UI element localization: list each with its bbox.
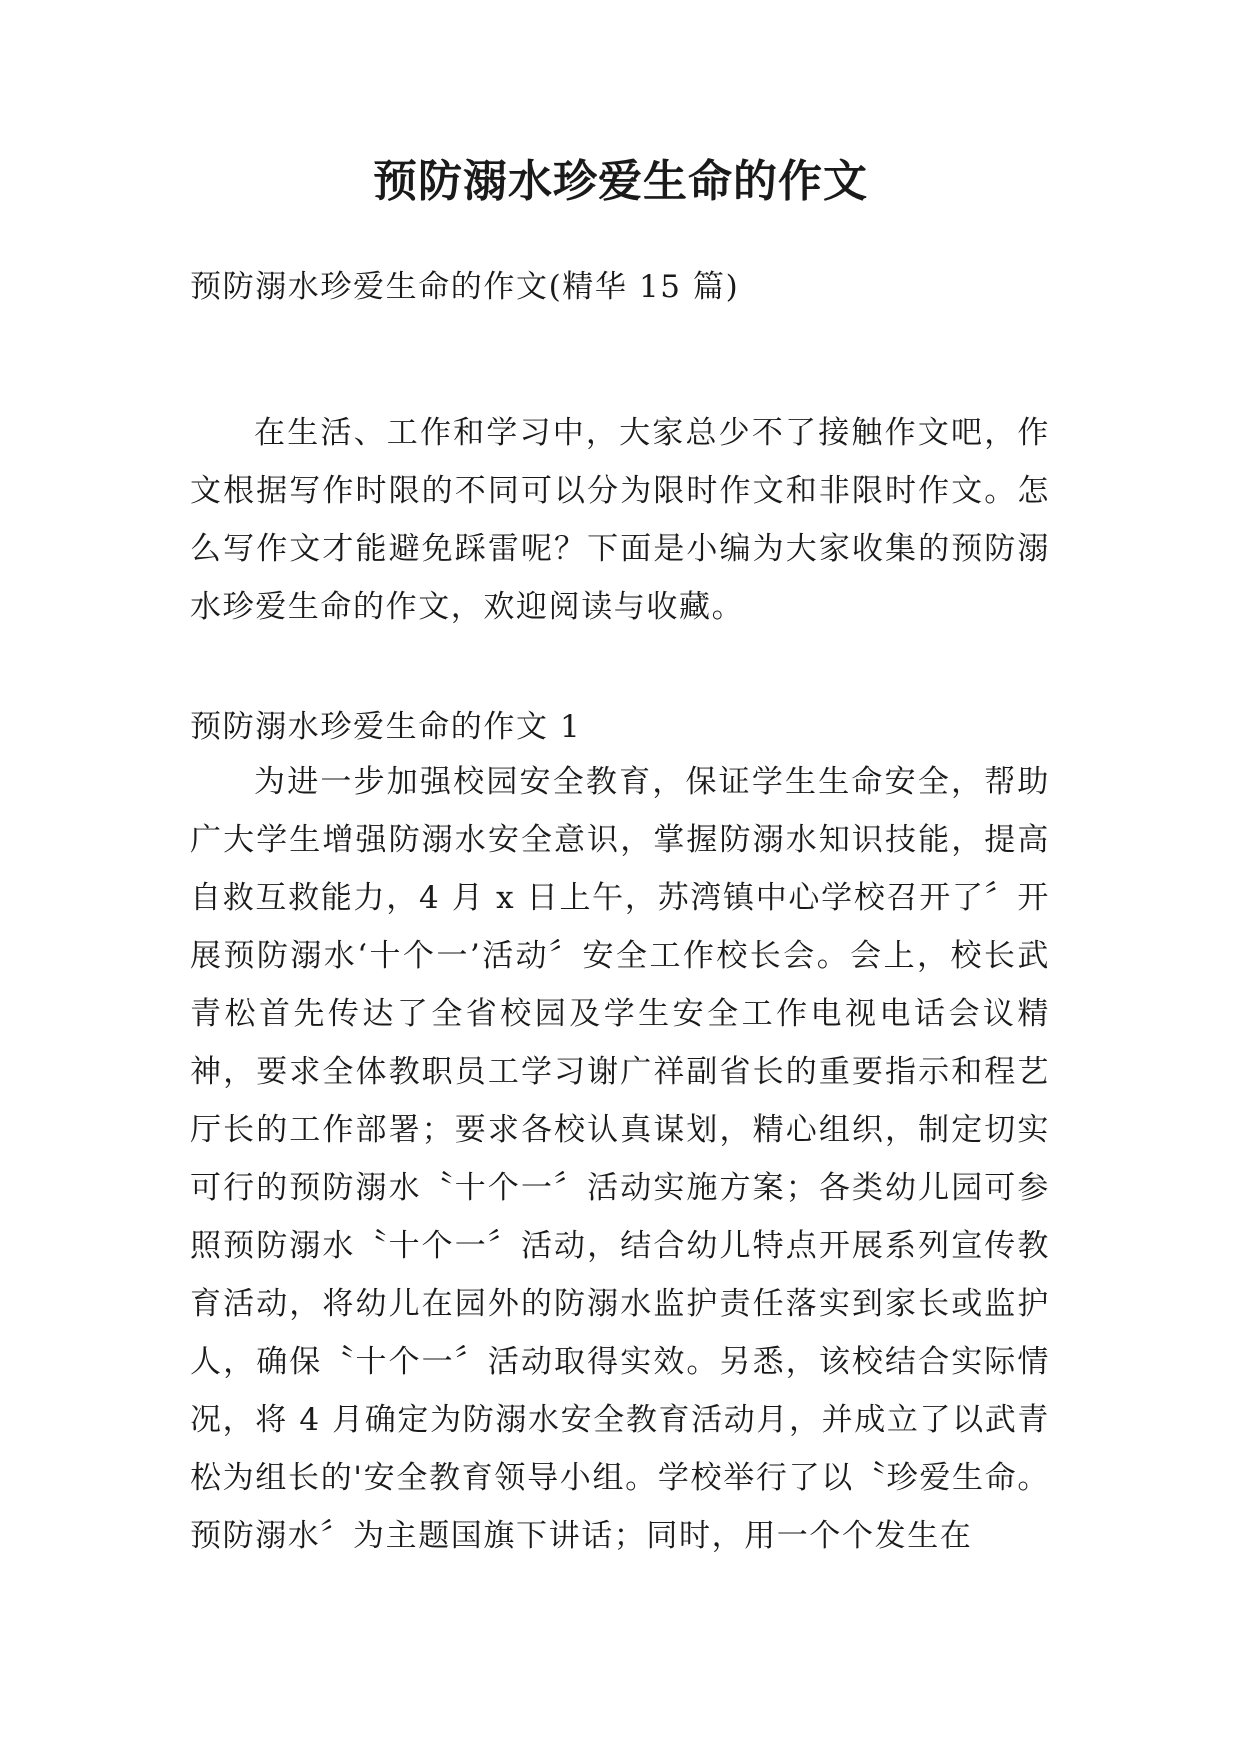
document-subtitle: 预防溺水珍爱生命的作文(精华 15 篇) <box>190 269 740 305</box>
section-paragraph: 为进一步加强校园安全教育，保证学生生命安全，帮助广大学生增强防溺水安全意识，掌握防溺水知识技能，提高自救互救能力，4 月 x 日上午，苏湾镇中心学校召开了〞开展预防溺水‘十个一’活动〞安全工作校长会。会上，校长武青松首先传达了全省校园及学生安全工作电视电话会议精神，要求全体教职员工学习谢广祥副省长的重要指示和程艺厅长的工作部署；要求各校认真谋划，精心组织，制定切实可行的预防溺水〝十个一〞活动实施方案；各类幼儿园可参照预防溺水〝十个一〞活动，结合幼儿特点开展系列宣传教育活动，将幼儿在园外的防溺水监护责任落实到家长或监护人，确保〝十个一〞活动取得实效。另悉，该校结合实际情况，将 4 月确定为防溺水安全教育活动月，并成立了以武青松为组长的'安全教育领导小组。学校举行了以〝珍爱生命。预防溺水〞为主题国旗下讲话；同时，用一个个发生在 <box>190 764 1050 1554</box>
document-title: 预防溺水珍爱生命的作文 <box>373 156 868 207</box>
intro-paragraph: 在生活、工作和学习中，大家总少不了接触作文吧，作文根据写作时限的不同可以分为限时作文和非限时作文。怎么写作文才能避免踩雷呢？下面是小编为大家收集的预防溺水珍爱生命的作文，欢迎阅读与收藏。 <box>190 415 1050 625</box>
section-heading: 预防溺水珍爱生命的作文 1 <box>190 709 582 745</box>
